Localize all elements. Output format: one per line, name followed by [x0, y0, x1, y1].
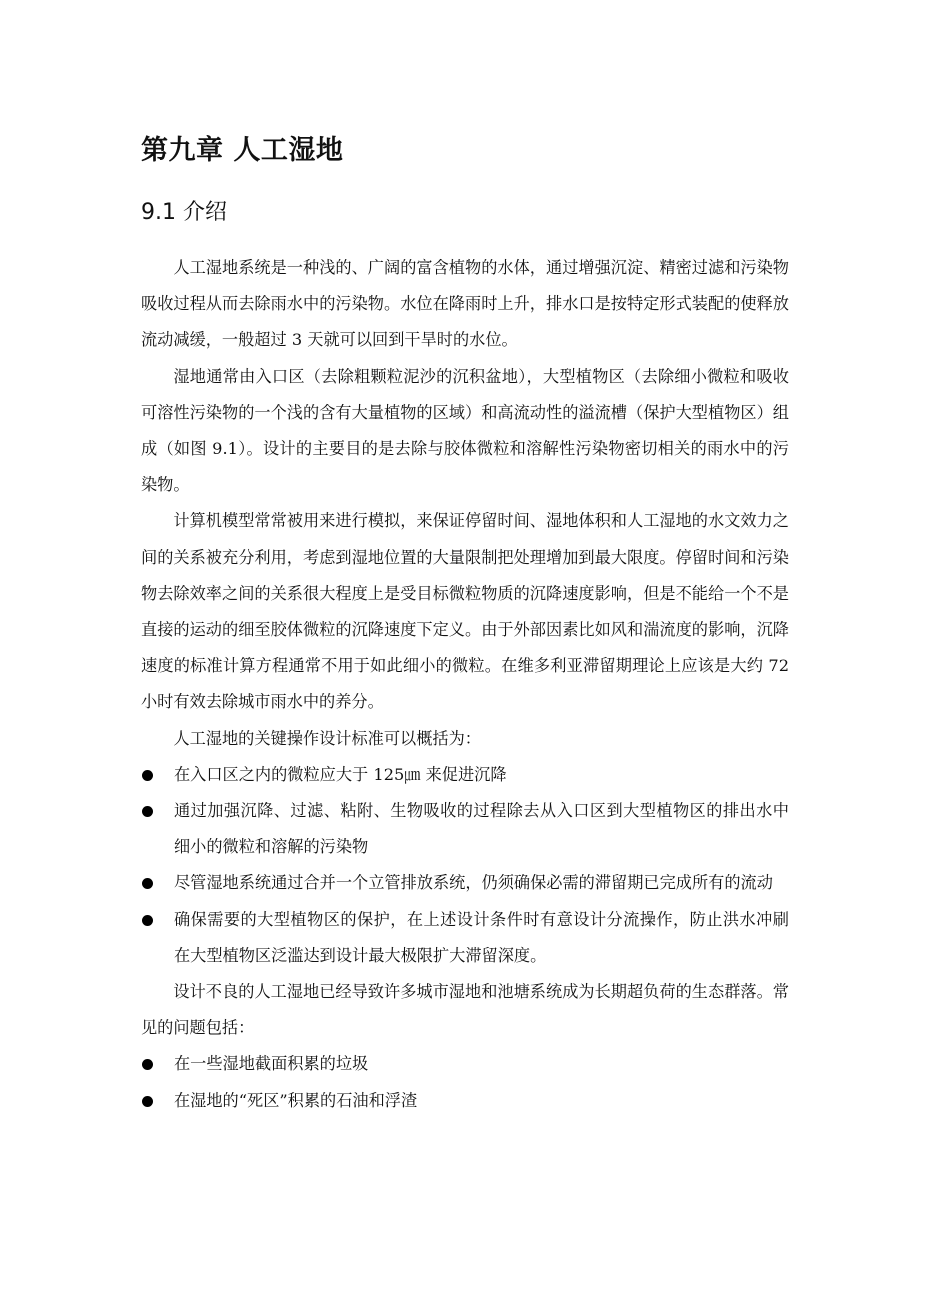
list-item-text: 在一些湿地截面积累的垃圾	[174, 1054, 369, 1074]
list-item-text: 确保需要的大型植物区的保护，在上述设计条件时有意设计分流操作，防止洪水冲刷在大型植物区泛滥达到设计最大极限扩大滞留深度。	[174, 909, 789, 965]
list-item	[141, 865, 789, 901]
bullet-icon	[142, 1096, 153, 1107]
criteria-list	[141, 757, 789, 974]
bullet-icon	[142, 915, 153, 926]
bullet-icon	[142, 1059, 153, 1070]
problems-list	[141, 1046, 789, 1118]
list-item-text: 尽管湿地系统通过合并一个立管排放系统，仍须确保必需的滞留期已完成所有的流动	[174, 873, 773, 893]
list-item-text: 在湿地的“死区”积累的石油和浮渣	[174, 1090, 418, 1110]
list-item-text: 在入口区之内的微粒应大于 125㎛ 来促进沉降	[174, 764, 507, 784]
list-item	[141, 902, 789, 974]
paragraph-wetland-zones: 湿地通常由入口区（去除粗颗粒泥沙的沉积盆地），大型植物区（去除细小微粒和吸收可溶性污染物的一个浅的含有大量植物的区域）和高流动性的溢流槽（保护大型植物区）组成（如图 9.1）。设计的主要目的是去除与胶体微粒和溶解性污染物密切相关的雨水中的污染物。	[141, 366, 789, 495]
list-item	[141, 793, 789, 865]
list-item	[141, 1046, 789, 1082]
paragraph-problems-intro: 设计不良的人工湿地已经导致许多城市湿地和池塘系统成为长期超负荷的生态群落。常见的问题包括：	[141, 982, 789, 1038]
paragraph-criteria-intro: 人工湿地的关键操作设计标准可以概括为：	[173, 728, 481, 748]
paragraph-modeling: 计算机模型常常被用来进行模拟，来保证停留时间、湿地体积和人工湿地的水文效力之间的关系被充分利用，考虑到湿地位置的大量限制把处理增加到最大限度。停留时间和污染物去除效率之间的关系很大程度上是受目标微粒物质的沉降速度影响，但是不能给一个不是直接的运动的细至胶体微粒的沉降速度下定义。由于外部因素比如风和湍流度的影响，沉降速度的标准计算方程通常不用于如此细小的微粒。在维多利亚滞留期理论上应该是大约 72 小时有效去除城市雨水中的养分。	[141, 511, 789, 712]
document-body	[141, 250, 789, 1119]
paragraph-intro: 人工湿地系统是一种浅的、广阔的富含植物的水体，通过增强沉淀、精密过滤和污染物吸收过程从而去除雨水中的污染物。水位在降雨时上升，排水口是按特定形式装配的使释放流动减缓，一般超过 3 天就可以回到干旱时的水位。	[141, 258, 789, 350]
chapter-title: 第九章 人工湿地	[141, 135, 344, 166]
section-title: 9.1 介绍	[141, 200, 227, 225]
bullet-icon	[142, 878, 153, 889]
bullet-icon	[142, 806, 153, 817]
list-item	[141, 1083, 789, 1119]
list-item	[141, 757, 789, 793]
list-item-text: 通过加强沉降、过滤、粘附、生物吸收的过程除去从入口区到大型植物区的排出水中细小的微粒和溶解的污染物	[174, 801, 789, 857]
bullet-icon	[142, 770, 153, 781]
